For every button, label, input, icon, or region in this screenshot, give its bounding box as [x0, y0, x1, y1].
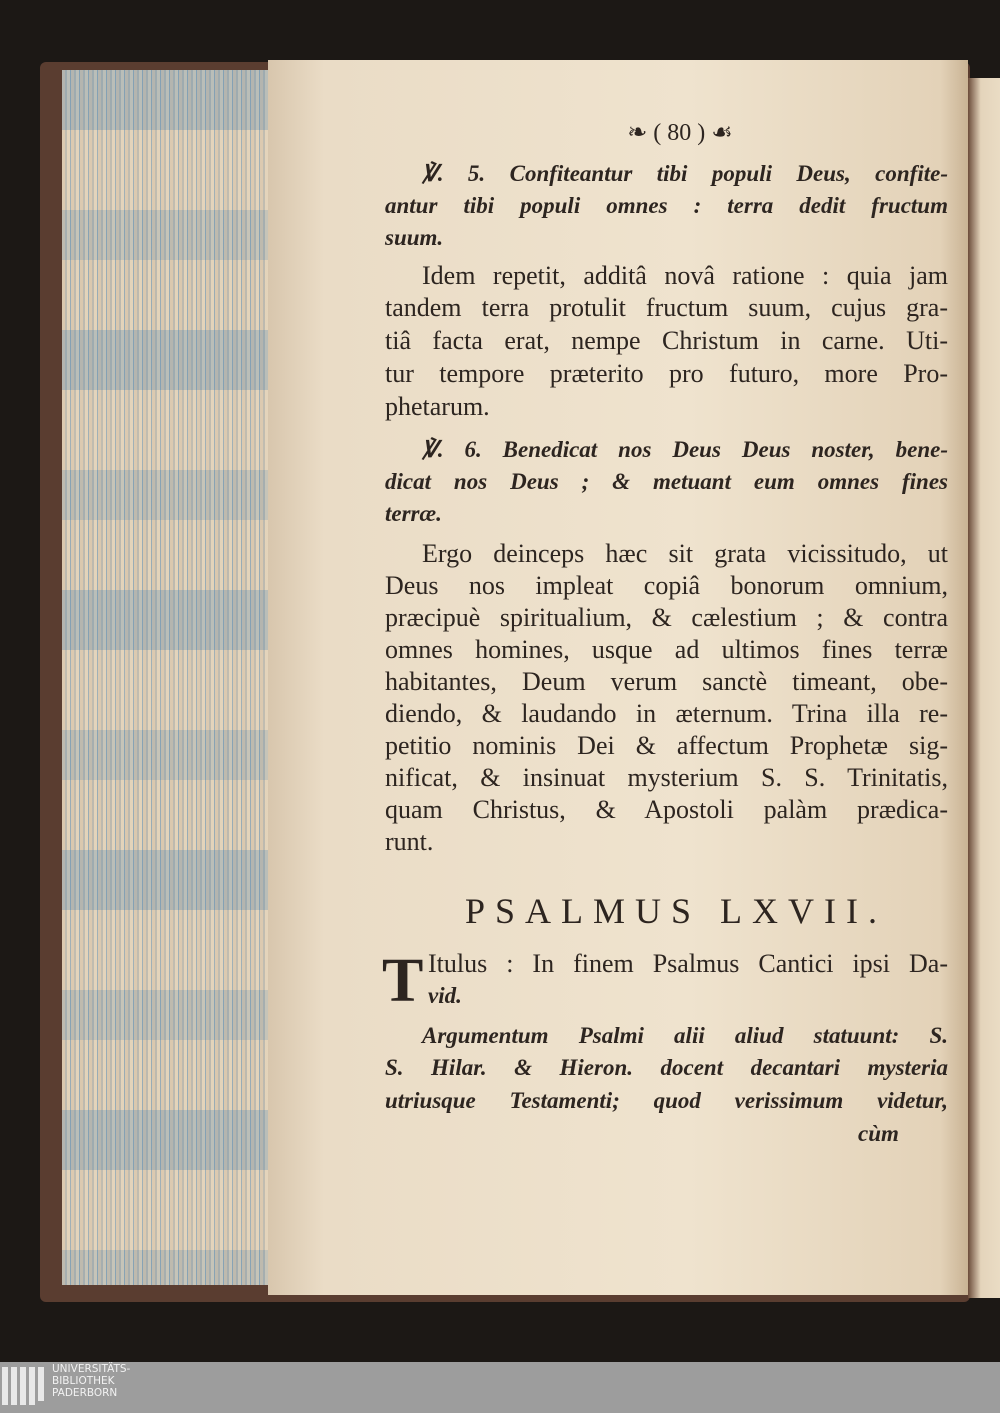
text-line: Itulus : In finem Psalmus Cantici ipsi Da-	[428, 949, 948, 978]
footer-line-1: UNIVERSITÄTS-	[52, 1363, 131, 1375]
footer-line-2: BIBLIOTHEK	[52, 1375, 115, 1387]
text-line: petitio nominis Dei & affectum Prophetæ sig-	[385, 731, 948, 760]
text-line: Idem repetit, additâ novâ ratione : quia jam	[422, 261, 948, 290]
text-line: diendo, & laudando in æternum. Trina illa re-	[385, 699, 948, 728]
library-logo-icon	[0, 1364, 46, 1410]
page-number-header	[560, 118, 800, 147]
text-line: omnes homines, usque ad ultimos fines terræ	[385, 635, 948, 664]
text-line: S. Hilar. & Hieron. docent decantari mysteria	[385, 1055, 948, 1080]
text-line: vid.	[428, 983, 462, 1008]
psalm-heading: PSALMUS LXVII.	[465, 891, 888, 931]
ornament-left-icon: ❧	[627, 120, 654, 146]
ornament-right-icon: ☙	[705, 120, 733, 146]
drop-cap: T	[382, 947, 424, 1015]
footer-bar	[0, 1362, 1000, 1413]
text-line: runt.	[385, 827, 434, 856]
text-line: Argumentum Psalmi alii aliud statuunt: S.	[422, 1023, 948, 1048]
text-line: tur tempore præterito pro futuro, more Pro-	[385, 359, 948, 388]
text-line: ℣. 6. Benedicat nos Deus Deus noster, bene-	[422, 437, 948, 462]
text-line: nificat, & insinuat mysterium S. S. Trinitatis,	[385, 763, 948, 792]
catchword: cùm	[858, 1121, 899, 1146]
text-line: habitantes, Deum verum sanctè timeant, obe-	[385, 667, 948, 696]
footer-line-3: PADERBORN	[52, 1387, 118, 1399]
text-line: utriusque Testamenti; quod verissimum videtur,	[385, 1088, 948, 1113]
text-line: suum.	[385, 225, 444, 250]
facing-page-edge	[968, 78, 1000, 1298]
text-line: dicat nos Deus ; & metuant eum omnes fines	[385, 469, 948, 494]
text-line: terræ.	[385, 501, 442, 526]
text-line: quam Christus, & Apostoli palàm prædica-	[385, 795, 948, 824]
page-edges	[62, 70, 272, 1285]
text-line: præcipuè spiritualium, & cælestium ; & contra	[385, 603, 948, 632]
text-line: Deus nos impleat copiâ bonorum omnium,	[385, 571, 948, 600]
library-logo-text	[52, 1363, 130, 1399]
text-line: antur tibi populi omnes : terra dedit fructum	[385, 193, 948, 218]
text-line: tandem terra protulit fructum suum, cujus gra-	[385, 293, 948, 322]
text-line: phetarum.	[385, 392, 490, 421]
page-number: ( 80 )	[653, 120, 706, 146]
text-line: tiâ facta erat, nempe Christum in carne. Uti-	[385, 326, 948, 355]
text-line: Ergo deinceps hæc sit grata vicissitudo, ut	[422, 539, 948, 568]
text-line: ℣. 5. Confiteantur tibi populi Deus, confite-	[422, 161, 948, 186]
